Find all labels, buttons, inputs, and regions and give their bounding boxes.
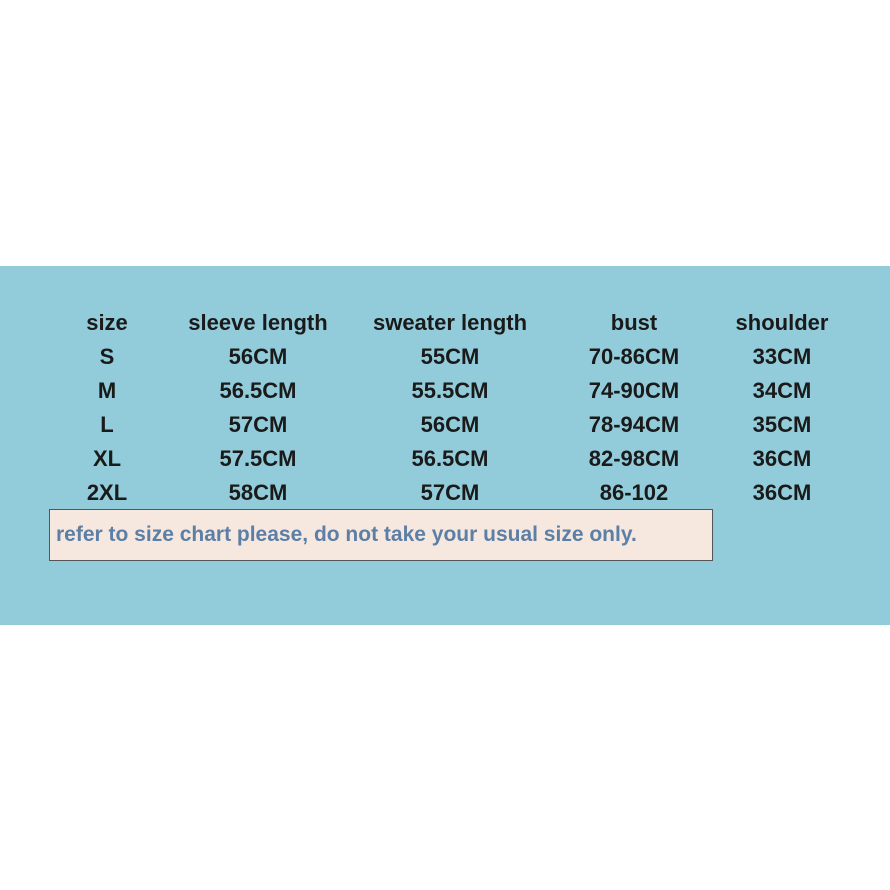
cell-shoulder: 35CM	[752, 412, 812, 437]
cell-shoulder: 34CM	[752, 378, 812, 403]
cell-bust: 74-90CM	[588, 378, 680, 403]
cell-sweater-length: 55CM	[420, 344, 480, 369]
cell-bust: 82-98CM	[588, 446, 680, 471]
cell-sleeve-length: 57CM	[228, 412, 288, 437]
header-bust: bust	[610, 310, 658, 335]
cell-shoulder: 33CM	[752, 344, 812, 369]
cell-sleeve-length: 57.5CM	[219, 446, 297, 471]
cell-sleeve-length: 58CM	[228, 480, 288, 505]
header-size: size	[86, 310, 128, 335]
table-row	[0, 408, 890, 442]
cell-bust: 86-102	[599, 480, 669, 505]
cell-size: L	[100, 412, 114, 437]
cell-bust: 78-94CM	[588, 412, 680, 437]
cell-shoulder: 36CM	[752, 480, 812, 505]
cell-sleeve-length: 56.5CM	[219, 378, 297, 403]
cell-size: M	[97, 378, 117, 403]
table-row	[0, 374, 890, 408]
table-row	[0, 476, 890, 510]
cell-shoulder: 36CM	[752, 446, 812, 471]
table-row	[0, 340, 890, 374]
header-shoulder: shoulder	[735, 310, 829, 335]
cell-sweater-length: 56.5CM	[411, 446, 489, 471]
cell-sweater-length: 56CM	[420, 412, 480, 437]
size-notice: refer to size chart please, do not take your usual size only.	[49, 509, 713, 561]
size-table	[0, 306, 890, 510]
cell-sweater-length: 55.5CM	[411, 378, 489, 403]
table-row	[0, 442, 890, 476]
cell-size: 2XL	[86, 480, 128, 505]
cell-size: S	[99, 344, 115, 369]
header-sweater-length: sweater length	[372, 310, 528, 335]
cell-size: XL	[92, 446, 122, 471]
header-row	[0, 306, 890, 340]
header-sleeve-length: sleeve length	[188, 310, 328, 335]
cell-bust: 70-86CM	[588, 344, 680, 369]
cell-sleeve-length: 56CM	[228, 344, 288, 369]
cell-sweater-length: 57CM	[420, 480, 480, 505]
